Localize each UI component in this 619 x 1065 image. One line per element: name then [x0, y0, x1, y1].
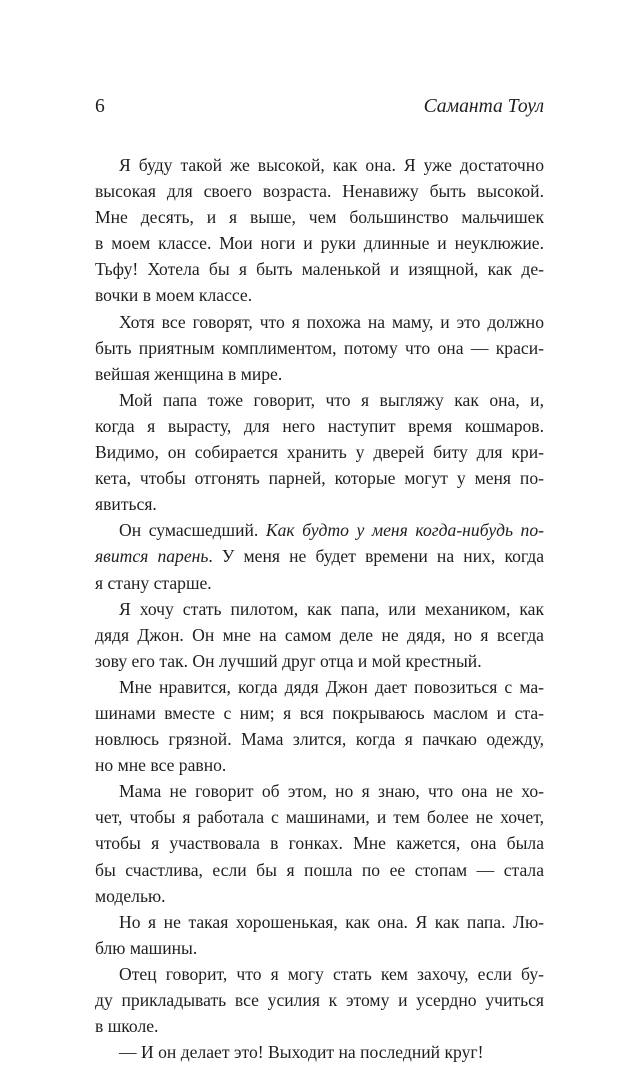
text-line: но мне все равно.	[95, 755, 227, 776]
text-line: бы счастлива, если бы я пошла по ее стопам — стала	[95, 859, 544, 880]
italic-text: Как будто у меня когда-нибудь по-	[265, 520, 545, 541]
page-header	[95, 93, 544, 121]
text-line: быть приятным комплиментом, потому что она — краси-	[95, 337, 544, 358]
text-line: в моем классе. Мои ноги и руки длинные и неуклюжие.	[95, 233, 544, 254]
paragraph-1	[95, 152, 544, 309]
plain-text: Он сумасшедший.	[119, 520, 266, 541]
text-line: чет, чтобы я работала с машинами, и тем более не хочет,	[95, 807, 544, 828]
body-text	[95, 152, 544, 1065]
paragraph-2	[95, 309, 544, 387]
text-line: дядя Джон. Он мне на самом деле не дядя, но я всегда	[95, 624, 544, 645]
paragraph-8	[95, 909, 544, 961]
text-line: Мне нравится, когда дядя Джон дает повозиться с ма-	[119, 676, 544, 697]
paragraph-3	[95, 387, 544, 517]
text-line: Мой папа тоже говорит, что я выгляжу как она, и,	[119, 389, 544, 410]
text-line: Тьфу! Хотела бы я быть маленькой и изящной, как де-	[95, 259, 544, 280]
paragraph-4	[95, 517, 544, 595]
paragraph-10-dialogue	[95, 1039, 544, 1065]
page-number: 6	[95, 96, 105, 117]
paragraph-9	[95, 961, 544, 1039]
text-line: Мне десять, и я выше, чем большинство мальчишек	[95, 207, 544, 228]
text-line: Но я не такая хорошенькая, как она. Я как папа. Лю-	[119, 911, 544, 932]
text-line: кета, чтобы отгонять парней, которые могут у меня по-	[95, 468, 544, 489]
text-line: чтобы я участвовала в гонках. Мне кажется, она была	[95, 833, 544, 854]
text-line: вейшая женщина в мире.	[95, 363, 283, 384]
dialogue-line: — И он делает это! Выходит на последний круг!	[119, 1042, 484, 1063]
text-line: Мама не говорит об этом, но я знаю, что она не хо-	[119, 781, 544, 802]
text-line: Хотя все говорят, что я похожа на маму, и это должно	[119, 311, 544, 332]
text-line: явиться.	[95, 494, 157, 515]
italic-text: явится парень	[95, 546, 209, 567]
text-line: вочки в моем классе.	[95, 285, 253, 306]
text-line: моделью.	[95, 885, 166, 906]
text-line: когда я вырасту, для него наступит время кошмаров.	[95, 415, 544, 436]
paragraph-5	[95, 596, 544, 674]
text-line	[95, 517, 544, 543]
text-line	[95, 543, 544, 569]
plain-text: . У меня не будет времени на них, когда	[208, 546, 545, 567]
text-line: высокая для своего возраста. Ненавижу быть высокой.	[95, 181, 544, 202]
text-line: Отец говорит, что я могу стать кем захочу, если бу-	[119, 963, 544, 984]
text-line: Я хочу стать пилотом, как папа, или механиком, как	[119, 598, 544, 619]
text-line: зову его так. Он лучший друг отца и мой крестный.	[95, 650, 482, 671]
text-line: Видимо, он собирается хранить у дверей биту для кри-	[95, 442, 544, 463]
text-line: шинами вместе с ним; я вся покрываюсь маслом и ста-	[95, 702, 544, 723]
text-line: в школе.	[95, 1016, 159, 1037]
paragraph-7	[95, 778, 544, 908]
running-head-author: Саманта Тоул	[423, 96, 544, 117]
text-line: блю машины.	[95, 937, 198, 958]
text-line: я стану старше.	[95, 572, 212, 593]
text-line: ду прикладывать все усилия к этому и усердно учиться	[95, 990, 544, 1010]
text-line: Я буду такой же высокой, как она. Я уже достаточно	[119, 155, 544, 175]
paragraph-6	[95, 674, 544, 778]
text-line: новлюсь грязной. Мама злится, когда я пачкаю одежду,	[95, 729, 544, 750]
